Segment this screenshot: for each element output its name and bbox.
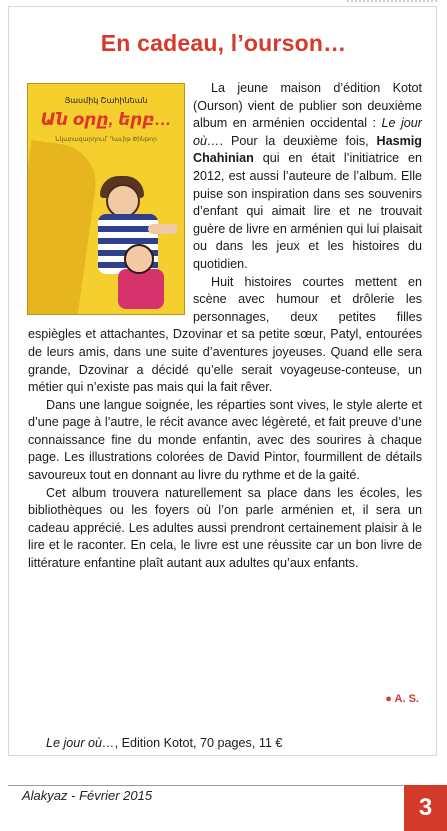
author-signature: ● A. S.: [385, 693, 419, 705]
cover-title: Ան օրը, երբ…: [40, 110, 172, 129]
cover-author: Յասմիկ Շահինեան: [64, 96, 148, 105]
article-headline: En cadeau, l’ourson…: [100, 30, 347, 56]
bibliographic-info: [46, 736, 282, 750]
article-body: [28, 80, 422, 573]
paragraph-2: Huit histoires courtes mettent en scène avec humour et drôlerie les personnages, deux petites filles espiègles et attachantes, Dzovinar et sa petite sœur, Patyl, entourées de leurs amis, dans une suite d’aventures joyeuses. Quand elle sera grande, Dzovinar a décidé qu’elle serait voyageuse-conteuse, un métier qui n’existe pas mais qui la fait rêver.: [28, 274, 422, 395]
cover-illustrator: Նկարազարդում՝ Դաւիթ Փինթոր: [55, 137, 157, 143]
footer-rule: [8, 785, 403, 786]
footer-publication: Alakyaz - Février 2015: [22, 788, 153, 803]
paragraph-3: Dans une langue soignée, les réparties sont vives, le style alerte et d’une page à l’autre, le récit avance avec légèreté, et fait preuve d’une connaissance fine du monde enfantin, avec des sourires à chaque page. Les illustrations colorées de David Pintor, fourmillent de détails savoureux tout en donnant au livre du rythme et de la gaité.: [28, 397, 422, 483]
biblio-details: , Edition Kotot, 70 pages, 11 €: [114, 736, 283, 750]
paragraph-1-text-b: . Pour la deuxième fois,: [219, 133, 377, 148]
paragraph-1-book-title: Le jour où…: [193, 116, 423, 148]
cover-text-wrap-spacer: [28, 80, 193, 318]
paragraph-1-text-a: La jeune maison d’édition Kotot (Ourson) vient de publier son deuxième album en arménien occidental :: [193, 81, 422, 131]
corner-decoration: [347, 0, 437, 14]
author-name: Hasmig Chahinian: [193, 133, 422, 166]
paragraph-1-text-c: qui en était l’initiatrice en 2012, est aussi l’auteure de l’album. Elle puise son inspiration dans ses souvenirs d’enfant qui aimait lire et ne trouvait guère de livre en arménien qui lui plaisait ou dans les jeux et les histoires du quotidien.: [193, 151, 422, 271]
paragraph-4: Cet album trouvera naturellement sa place dans les écoles, les bibliothèques ou les foyers où l’on parle arménien et, il sera un cadeau apprécié. Les adultes aussi prendront certainement plaisir à le lire et le raconter. En cela, le livre est une réussite car un bon livre de littérature enfantine plaît autant aux adultes qu’aux enfants.: [28, 485, 422, 571]
biblio-title: Le jour où…: [46, 736, 115, 750]
page-number-badge: 3: [404, 785, 447, 831]
